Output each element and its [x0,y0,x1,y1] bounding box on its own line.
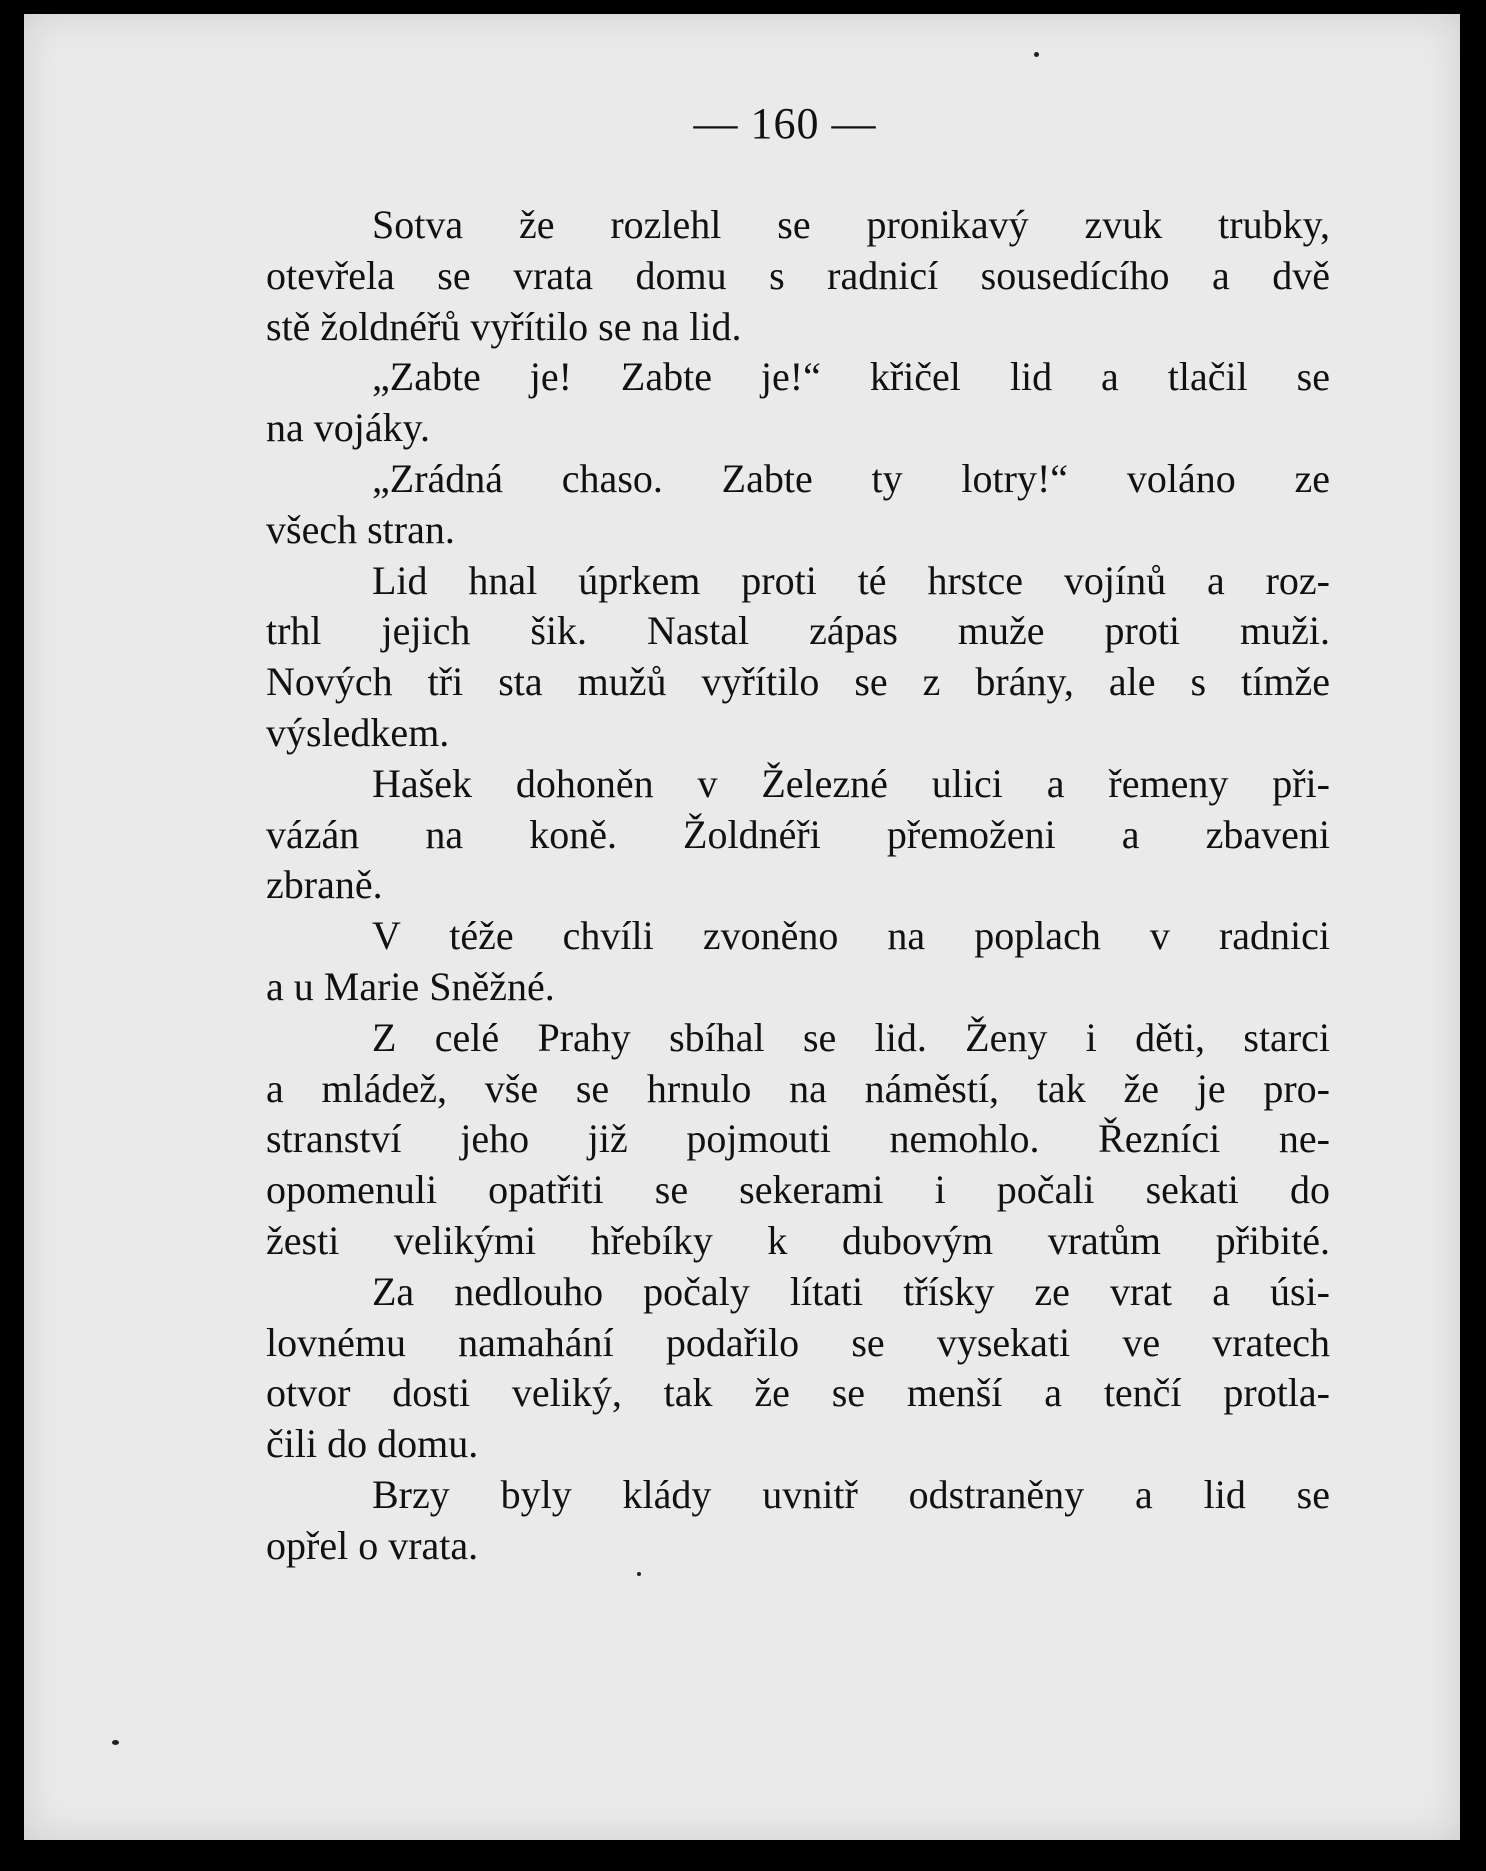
text-line: lovnému namahání podařilo se vysekati ve vratech [266,1319,1330,1365]
ink-speck [1034,52,1039,57]
text-line: výsledkem. [266,709,450,755]
page-number: — 160 — [693,99,877,148]
text-line: všech stran. [266,506,455,552]
text-line: zbraně. [266,862,383,908]
text-line: Z celé Prahy sbíhal se lid. Ženy i děti, starci [372,1014,1330,1060]
text-line: trhl jejich šik. Nastal zápas muže proti muži. [266,608,1330,654]
text-line: Lid hnal úprkem proti té hrstce vojínů a roz- [372,557,1330,603]
text-line: stě žoldnéřů vyřítilo se na lid. [266,303,742,349]
text-line: čili do domu. [266,1421,479,1467]
text-line: žesti velikými hřebíky k dubovým vratům přibité. [266,1217,1330,1263]
text-line: a mládež, vše se hrnulo na náměstí, tak že je pro- [266,1065,1330,1111]
body-text [266,200,1330,1572]
text-line: opomenuli opatřiti se sekerami i počali sekati do [266,1167,1330,1213]
text-line: otvor dosti veliký, tak že se menší a tenčí protla- [266,1370,1330,1416]
text-line: Nových tři sta mužů vyřítilo se z brány, ale s tímže [266,659,1330,705]
text-line: V téže chvíli zvoněno na poplach v radnici [372,913,1330,959]
text-line: „Zabte je! Zabte je!“ křičel lid a tlačil se [372,354,1330,400]
text-line: „Zrádná chaso. Zabte ty lotry!“ voláno ze [372,455,1330,501]
ink-speck [112,1740,119,1745]
text-line: otevřela se vrata domu s radnicí sousedícího a dvě [266,252,1330,298]
text-line: a u Marie Sněžné. [266,963,555,1009]
text-line: Za nedlouho počaly lítati třísky ze vrat a úsi- [372,1268,1330,1314]
text-line: opřel o vrata. [266,1522,479,1568]
text-line: Brzy byly klády uvnitř odstraněny a lid se [372,1471,1330,1517]
ink-speck [637,1572,641,1576]
text-line: Sotva že rozlehl se pronikavý zvuk trubky, [372,202,1330,247]
text-line: stranství jeho již pojmouti nemohlo. Řezníci ne- [266,1116,1330,1162]
text-line: vázán na koně. Žoldnéři přemoženi a zbaveni [266,811,1330,857]
text-line: Hašek dohoněn v Železné ulici a řemeny při- [372,760,1330,806]
text-line: na vojáky. [266,405,431,451]
